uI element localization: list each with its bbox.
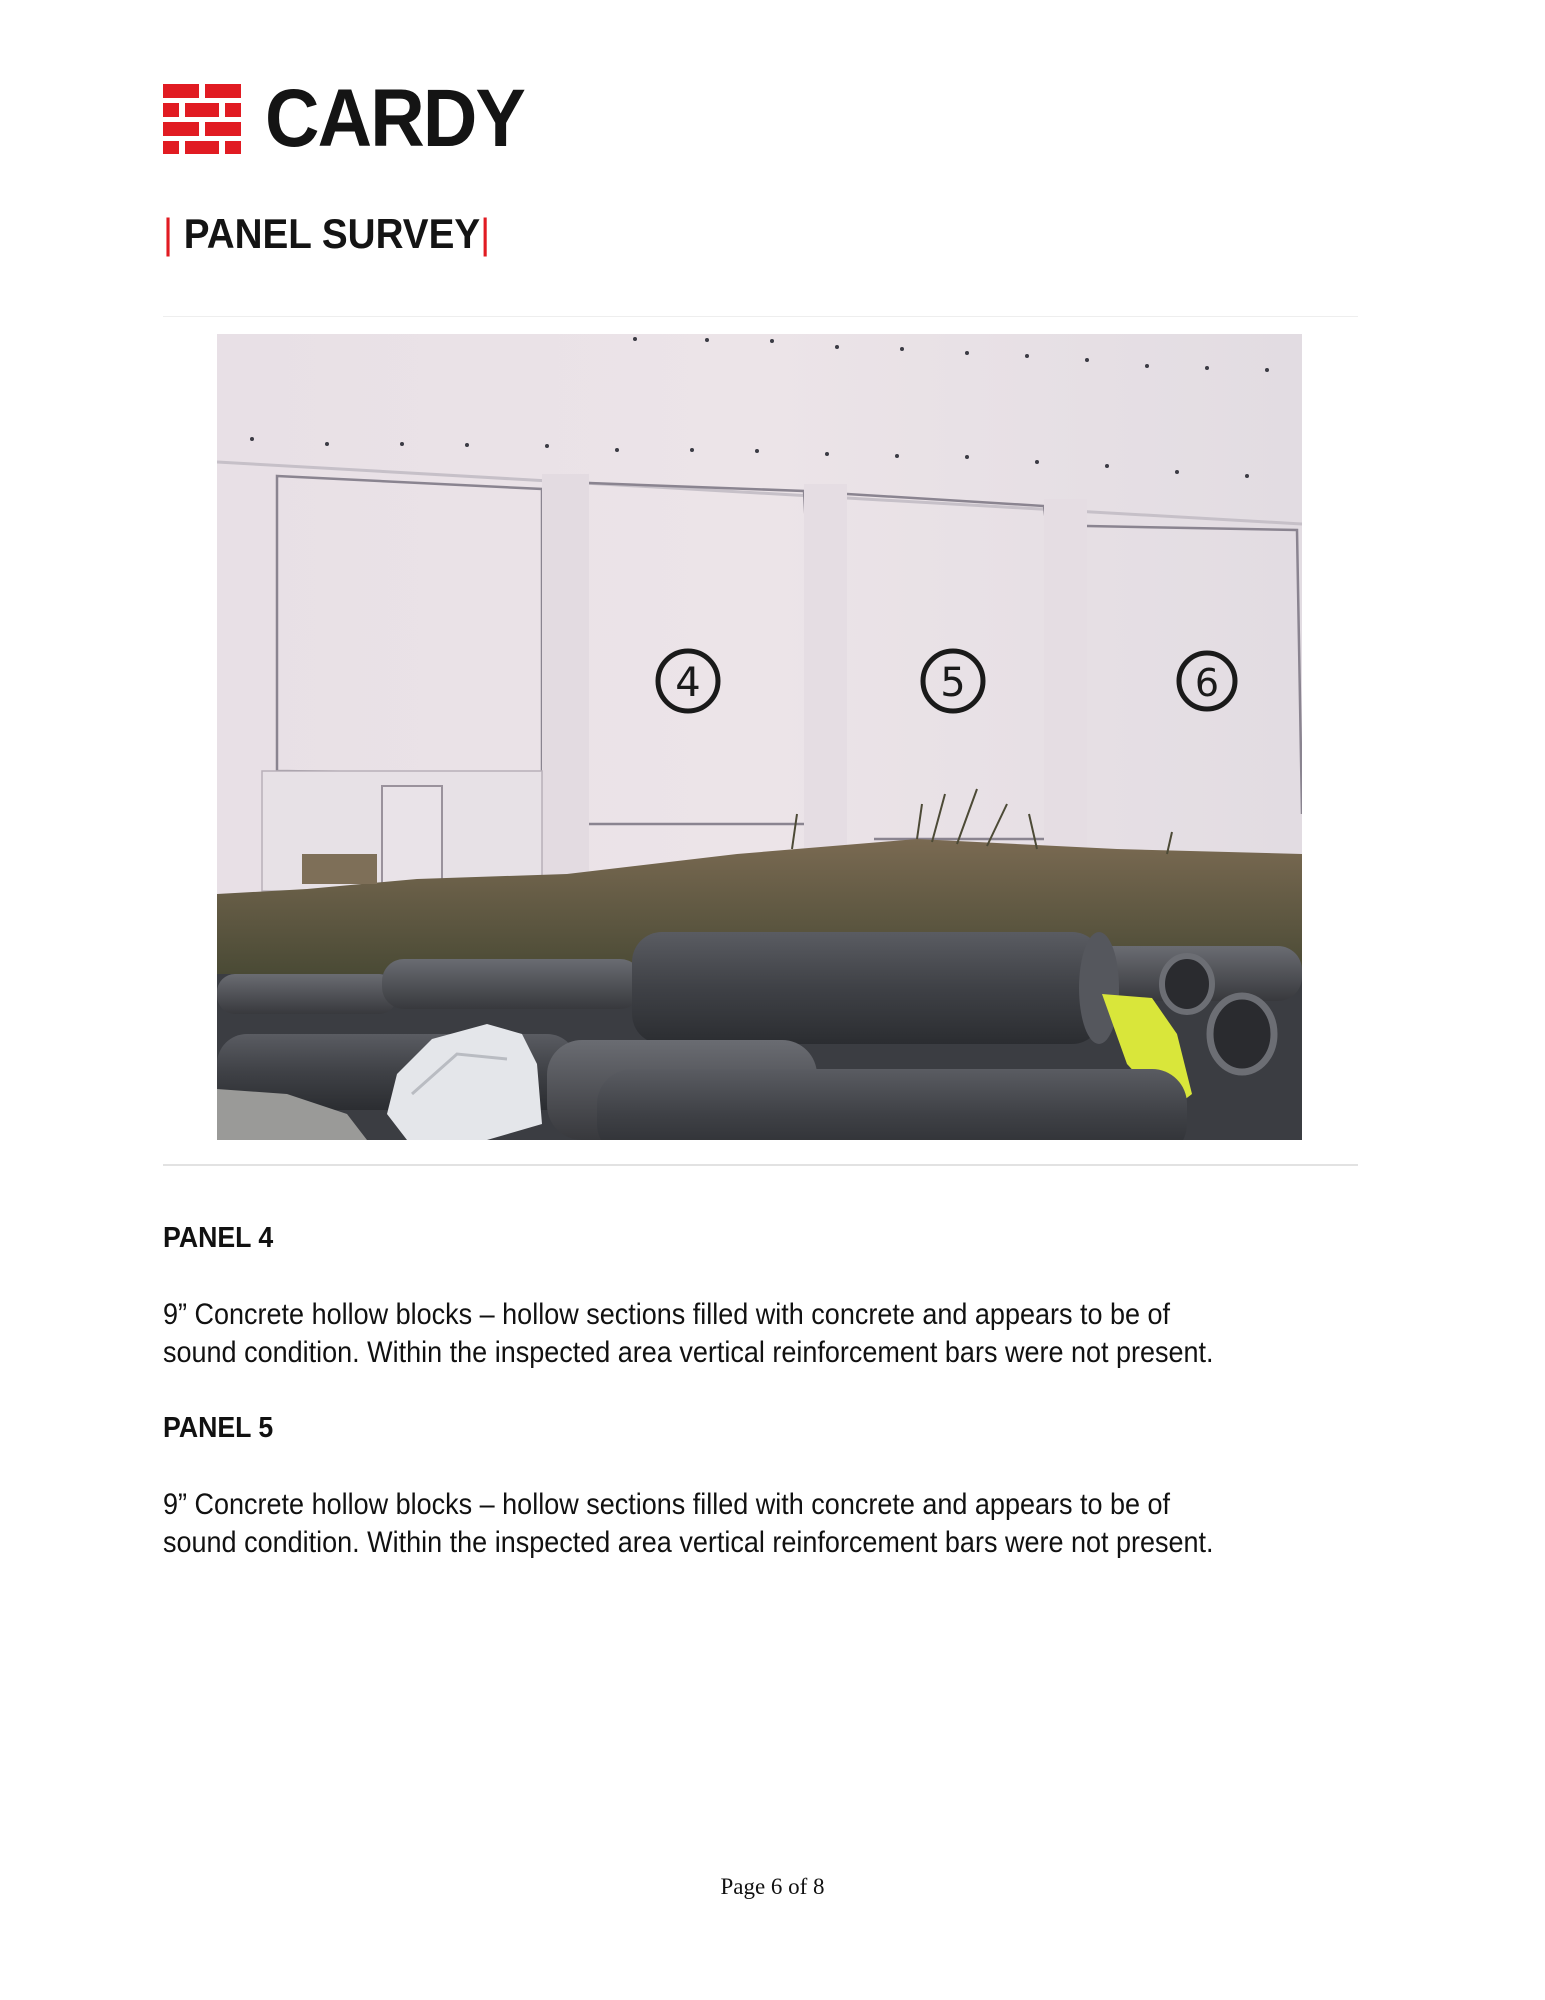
page-number: Page 6 of 8 (720, 1874, 825, 1899)
panel-4-heading: PANEL 4 (163, 1222, 274, 1254)
svg-text:4: 4 (675, 660, 701, 706)
cardy-logo (163, 73, 547, 164)
svg-text:5: 5 (940, 660, 966, 706)
page-title (163, 208, 490, 260)
panel-survey-photo (217, 334, 1302, 1140)
brick-logo-icon (163, 84, 241, 154)
panel-5-description: 9” Concrete hollow blocks – hollow sections filled with concrete and appears to be of sound condition. Within the inspected area vertical reinforcement bars were not present. (163, 1488, 1214, 1559)
title-bar-right: | (480, 210, 491, 257)
title-bar-left: | (163, 210, 174, 257)
panel-4-description: 9” Concrete hollow blocks – hollow sections filled with concrete and appears to be of sound condition. Within the inspected area vertical reinforcement bars were not present. (163, 1298, 1214, 1369)
photo-frame (163, 316, 1358, 1166)
wall-photo-illustration (217, 334, 1302, 1140)
title-text: PANEL SURVEY (173, 210, 481, 257)
panel-5-heading: PANEL 5 (163, 1412, 274, 1444)
brand-name: CARDY (265, 73, 525, 164)
svg-text:6: 6 (1194, 661, 1220, 705)
